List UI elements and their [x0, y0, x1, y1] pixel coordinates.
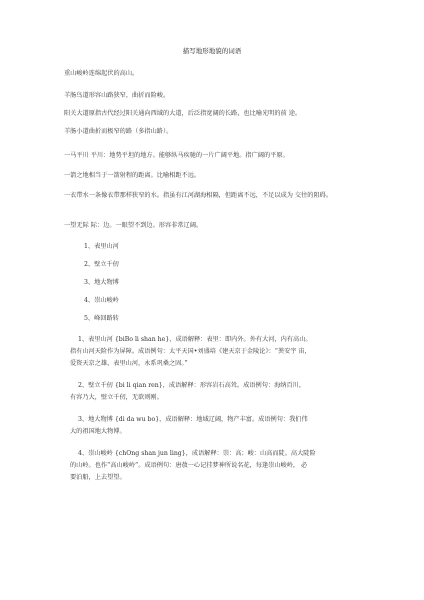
explanation-line: 1、表里山河 {biBo li shan he}，成语解释：表里：即内外。外有大河，内有高山。 — [78, 336, 312, 343]
list-item: 1、表里山河 — [84, 243, 119, 250]
explanation-line: 大的祖国地大物博。 — [70, 428, 126, 435]
list-item: 2、壁立千仞 — [84, 261, 119, 268]
explanation-line: 有容乃大，壁立千仞，无欲则刚。 — [70, 394, 163, 401]
explanation-block — [70, 448, 366, 484]
explanation-line: 4、崇山峻岭 {chOng shan jun ling}，成语解释：崇：高；峻：山高而陡。高大陡险 — [78, 450, 316, 457]
paragraph: 羊肠小道曲折而极窄的路（多指山路）。 — [64, 128, 173, 135]
paragraph: 一望无际 际：边。一眼望不到边。形容非常辽阔。 — [64, 222, 203, 229]
explanation-line: 的山岭。也作“高山峻岭”。成语例句：唐敖一心记挂梦神所说名花，每逢崇山峻岭， 必 — [70, 462, 308, 469]
paragraph: 一箭之地相当于一箭射程的距离。比喻相距不远。 — [64, 172, 201, 179]
explanation-line: 指有山河天险作为屏障。成语例句：太平天国•刘盛培《建天京于金陵论》：“粪安宇 宙， — [70, 348, 311, 355]
paragraph: 阳关大道原指古代经过阳关通向西域的大道，后泛指宽阔的长路，也比喻光明的前 途。 — [64, 110, 302, 117]
explanation-line: 爱资天京之雄，表里山河，永系巩桑之固。” — [70, 360, 188, 367]
list-item: 4、崇山峻岭 — [84, 297, 119, 304]
list-item: 3、地大物博 — [84, 279, 119, 286]
explanation-line: 要泊船，上去望望。 — [70, 474, 126, 481]
paragraph: 一马平川 平川：地势平坦的地方。能够纵马疾驰的一片广阔平地。指广阔的平原。 — [64, 152, 289, 159]
explanation-block — [70, 414, 366, 438]
list-item: 5、峰回路转 — [84, 315, 119, 322]
explanation-block — [70, 334, 366, 370]
explanation-line: 2、壁立千仞 {bi li qian ren}，成语解释：形容岩石高耸。成语例句：海纳百川， — [78, 382, 306, 389]
paragraph: 一衣带水一条像衣带那样狭窄的水。指虽有江河湖海相隔，但距离不远，不足以成为 交往的阻碍。 — [64, 192, 333, 199]
explanation-block — [70, 380, 366, 404]
explanation-line: 3、地大物博 {di da wu bo}，成语解释：地域辽阔，物产丰富。成语例句：我们伟 — [78, 416, 308, 423]
paragraph: 重山峻岭连绵起伏的高山。 — [64, 70, 139, 77]
paragraph: 羊肠鸟道形容山路狭窄，曲折而险峻。 — [64, 92, 170, 99]
page-title: 描写地形地貌的词语 — [182, 47, 242, 55]
